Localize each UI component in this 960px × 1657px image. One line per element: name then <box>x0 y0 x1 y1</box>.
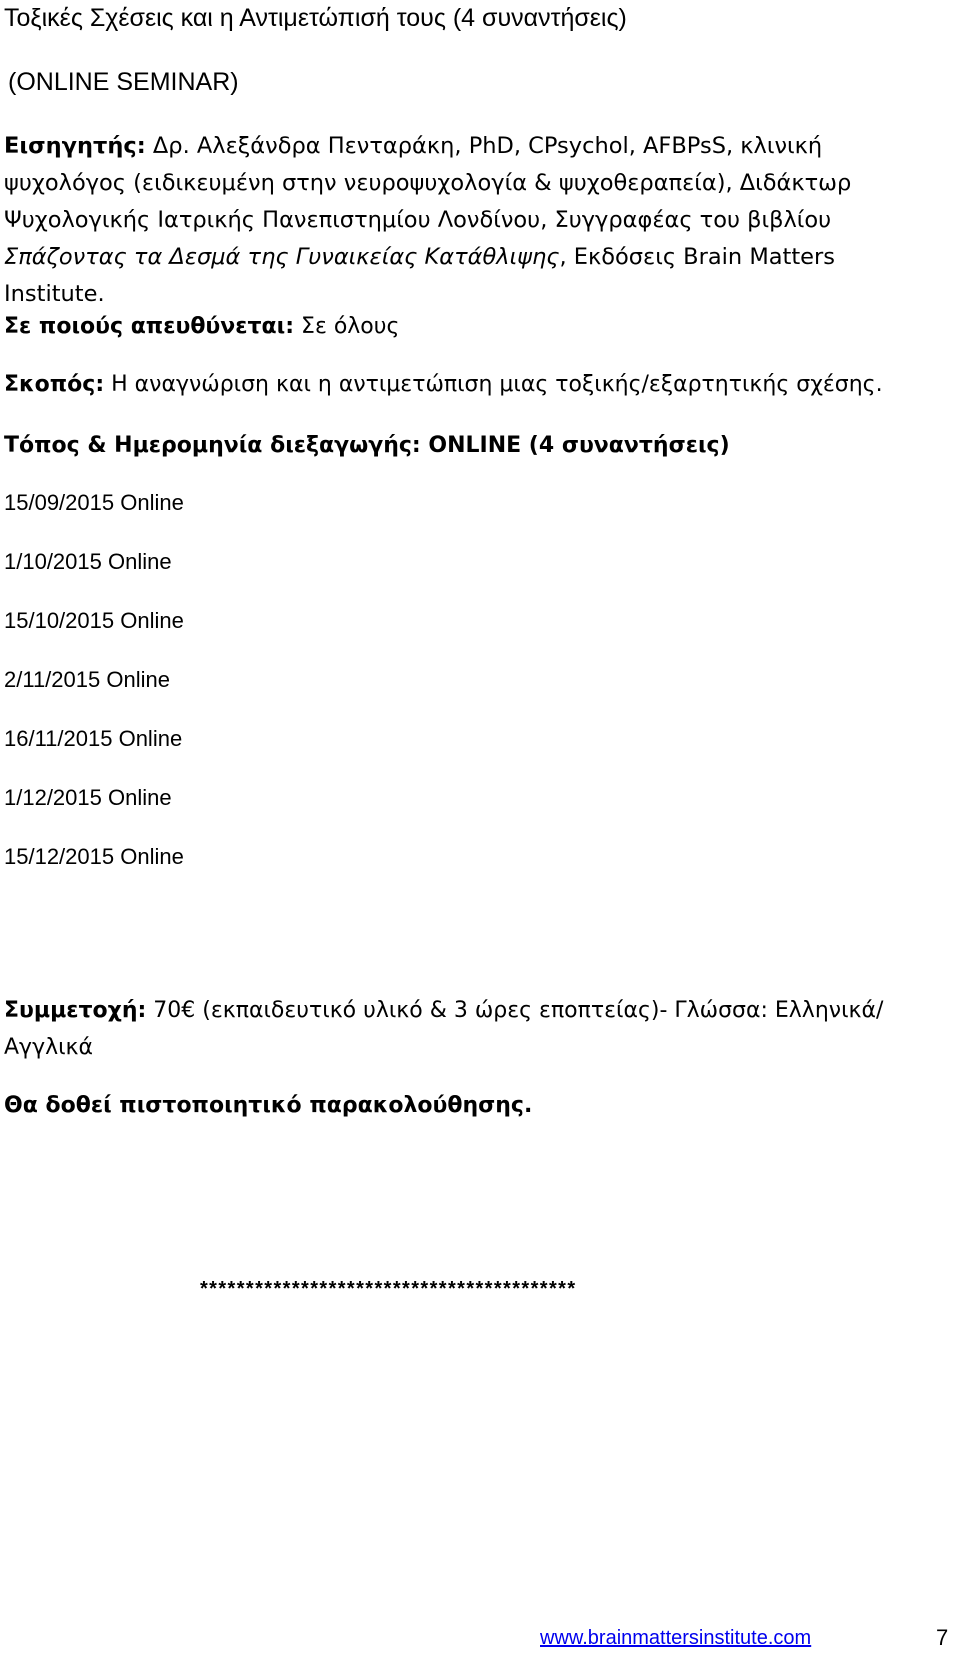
publisher-text: , Εκδόσεις Brain Matters Institute. <box>4 244 835 307</box>
purpose-label: Σκοπός: <box>4 372 105 397</box>
venue-line <box>4 433 730 458</box>
session-date: 1/10/2015 Online <box>4 549 172 574</box>
seminar-type: (ONLINE SEMINAR) <box>8 68 239 96</box>
audience-label: Σε ποιούς απευθύνεται: <box>4 314 295 339</box>
website-link[interactable]: www.brainmattersinstitute.com <box>540 1627 812 1649</box>
participation-label: Συμμετοχή: <box>4 998 147 1023</box>
purpose-line <box>4 372 883 397</box>
venue-label: Τόπος & Ημερομηνία διεξαγωγής: <box>4 433 421 458</box>
speaker-label: Εισηγητής: <box>4 133 146 159</box>
audience-value: Σε όλους <box>294 314 400 339</box>
certificate-note: Θα δοθεί πιστοποιητικό παρακολούθησης. <box>4 1093 533 1118</box>
book-title: Σπάζοντας τα Δεσμά της Γυναικείας Κατάθλιψης <box>4 244 560 270</box>
participation-line <box>4 992 934 1066</box>
audience-line <box>4 314 399 339</box>
session-date: 2/11/2015 Online <box>4 667 170 692</box>
separator: ***************************************** <box>200 1278 577 1300</box>
session-date: 15/12/2015 Online <box>4 844 184 869</box>
speaker-paragraph <box>4 128 934 313</box>
speaker-text: Δρ. Αλεξάνδρα Πενταράκη, PhD, CPsychol, AFBPsS, κλινική ψυχολόγος (ειδικευμένη στην νευροψυχολογία & ψυχοθεραπεία), Διδάκτωρ Ψυχολογικής Ιατρικής Πανεπιστημίου Λονδίνου, Συγγραφέας του βιβλίου <box>4 133 852 233</box>
session-date: 16/11/2015 Online <box>4 726 183 751</box>
session-date: 1/12/2015 Online <box>4 785 172 810</box>
page-number: 7 <box>936 1625 949 1650</box>
document-title: Τοξικές Σχέσεις και η Αντιμετώπισή τους (4 συναντήσεις) <box>4 4 627 32</box>
participation-value: 70€ (εκπαιδευτικό υλικό & 3 ώρες εποπτείας)- Γλώσσα: Ελληνικά/Αγγλικά <box>4 998 884 1060</box>
session-date: 15/10/2015 Online <box>4 608 184 633</box>
purpose-value: Η αναγνώριση και η αντιμετώπιση μιας τοξικής/εξαρτητικής σχέσης. <box>104 372 883 397</box>
venue-value: ONLINE (4 συναντήσεις) <box>420 433 730 458</box>
session-date: 15/09/2015 Online <box>4 490 184 515</box>
